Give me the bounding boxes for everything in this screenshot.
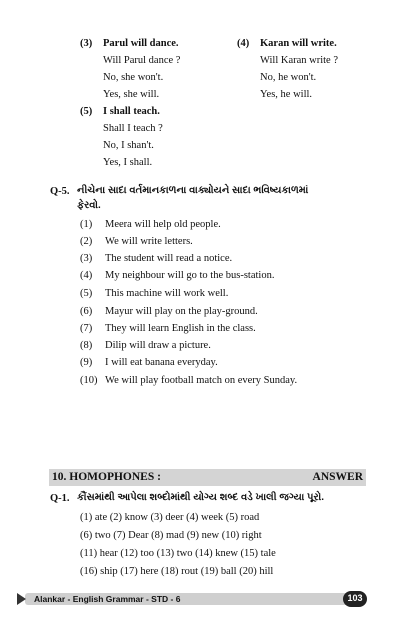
item-number: (8) <box>80 340 93 351</box>
example-line: No, I shan't. <box>103 140 154 151</box>
item-number: (3) <box>80 253 93 264</box>
example-line: Will Karan write ? <box>260 55 339 66</box>
item-number: (10) <box>80 375 98 386</box>
question-label: Q-5. <box>50 186 70 197</box>
footer-title: Alankar - English Grammar - STD - 6 <box>34 594 181 604</box>
example-number: (3) <box>80 38 93 49</box>
example-heading: Parul will dance. <box>103 38 179 49</box>
item-text: We will play football match on every Sunday. <box>105 375 298 386</box>
example-line: Yes, she will. <box>103 89 160 100</box>
answer-line: (16) ship (17) here (18) rout (19) ball (20) hill <box>80 566 274 577</box>
example-line: Shall I teach ? <box>103 123 163 134</box>
item-number: (5) <box>80 288 93 299</box>
page-number-badge <box>343 591 367 607</box>
example-line: Yes, he will. <box>260 89 313 100</box>
item-text: We will write letters. <box>105 236 193 247</box>
question-instruction: કૌંસમાંથી આપેલા શબ્દોમાંથી યોગ્ય શબ્દ વડે ખાલી જગ્યા પૂરો. <box>77 492 324 503</box>
page-footer <box>17 591 367 607</box>
item-text: This machine will work well. <box>105 288 229 299</box>
item-text: My neighbour will go to the bus-station. <box>105 270 275 281</box>
section-header <box>49 469 366 486</box>
question-instruction: ફેરવો. <box>77 200 101 211</box>
question-label: Q-1. <box>50 493 70 504</box>
section-title: 10. HOMOPHONES : <box>52 471 161 483</box>
answer-line: (6) two (7) Dear (8) mad (9) new (10) right <box>80 530 262 541</box>
item-number: (4) <box>80 270 93 281</box>
example-line: No, she won't. <box>103 72 164 83</box>
item-text: Dilip will draw a picture. <box>105 340 211 351</box>
example-line: No, he won't. <box>260 72 317 83</box>
item-text: Mayur will play on the play-ground. <box>105 306 258 317</box>
item-text: Meera will help old people. <box>105 219 221 230</box>
item-text: They will learn English in the class. <box>105 323 256 334</box>
question-instruction: નીચેના સાદા વર્તમાનકાળના વાક્યોયને સાદા ભવિષ્યકાળમાં <box>77 185 309 196</box>
item-number: (9) <box>80 357 93 368</box>
example-line: Will Parul dance ? <box>103 55 181 66</box>
arrow-icon <box>17 593 26 605</box>
item-number: (6) <box>80 306 93 317</box>
page-number: 103 <box>347 593 363 603</box>
example-line: Yes, I shall. <box>103 157 153 168</box>
answer-label: ANSWER <box>312 471 363 483</box>
example-number: (4) <box>237 38 250 49</box>
answer-line: (1) ate (2) know (3) deer (4) week (5) road <box>80 512 260 523</box>
item-number: (7) <box>80 323 93 334</box>
example-heading: Karan will write. <box>260 38 337 49</box>
example-number: (5) <box>80 106 93 117</box>
item-number: (1) <box>80 219 93 230</box>
item-text: I will eat banana everyday. <box>105 357 218 368</box>
example-heading: I shall teach. <box>103 106 160 117</box>
item-text: The student will read a notice. <box>105 253 233 264</box>
answer-line: (11) hear (12) too (13) two (14) knew (15) tale <box>80 548 276 559</box>
item-number: (2) <box>80 236 93 247</box>
